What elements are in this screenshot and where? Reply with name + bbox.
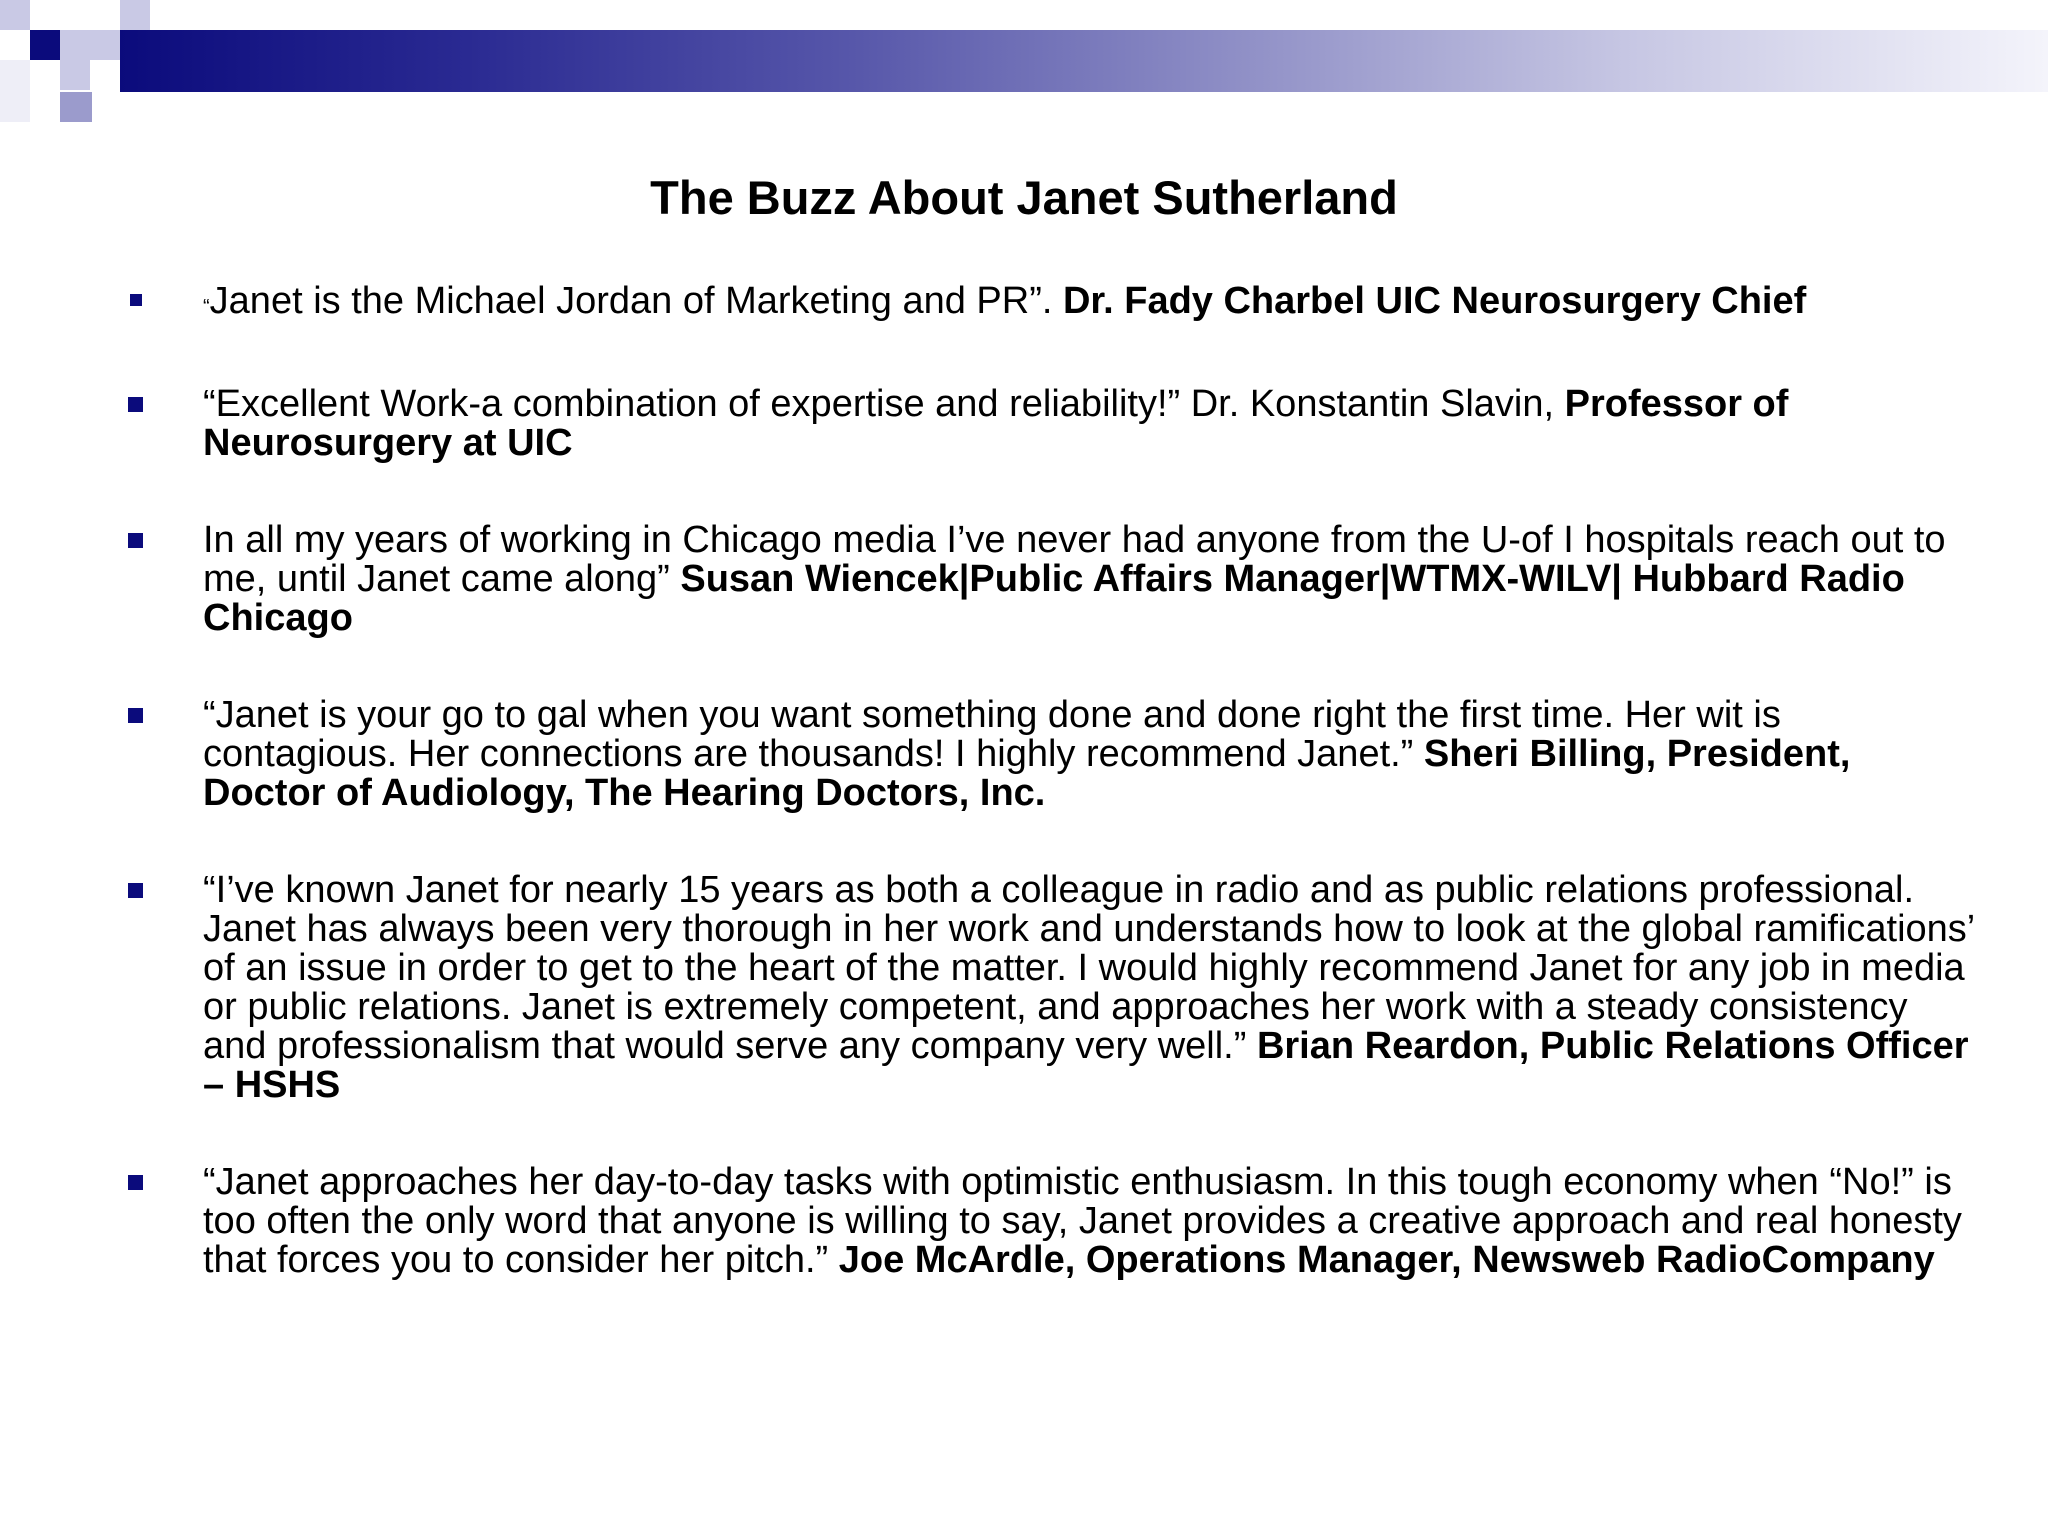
testimonial-quote: “Janet approaches her day-to-day tasks with optimistic enthusiasm. In this tough economy when “No!” is too often the only word that anyone is willing to say, Janet provides a creative approach and real honesty that forces you to consider her pitch.” bbox=[203, 1161, 1962, 1281]
testimonial-attribution: Sheri Billing, President, Doctor of Audiology, The Hearing Doctors, Inc. bbox=[203, 733, 1851, 814]
testimonial-item bbox=[203, 1163, 1978, 1280]
square-bullet-icon bbox=[130, 294, 142, 306]
testimonial-quote: “Excellent Work-a combination of expertise and reliability!” Dr. Konstantin Slavin, bbox=[203, 383, 1565, 425]
testimonial-quote: “Janet is your go to gal when you want something done and done right the first time. Her wit is contagious. Her connections are thousands! I highly recommend Janet.” bbox=[203, 694, 1781, 775]
testimonial-attribution: Joe McArdle, Operations Manager, Newsweb RadioCompany bbox=[838, 1239, 1935, 1281]
testimonial-item bbox=[203, 282, 1978, 327]
decor-square bbox=[30, 30, 60, 60]
testimonial-quote: Janet is the Michael Jordan of Marketing and PR”. bbox=[209, 280, 1063, 322]
open-quote-mark: “ bbox=[203, 296, 210, 318]
decor-square bbox=[0, 60, 30, 122]
testimonial-item bbox=[203, 521, 1978, 638]
testimonial-quote: “I’ve known Janet for nearly 15 years as both a colleague in radio and as public relations professional. Janet has always been very thorough in her work and understands how to look at the global ramifications’ of an issue in order to get to the heart of the matter. I would highly recommend Janet for any job in media or public relations. Janet is extremely competent, and approaches her work with a steady consistency and professionalism that would serve any company very well.” bbox=[203, 869, 1974, 1067]
slide-title: The Buzz About Janet Sutherland bbox=[650, 171, 1398, 224]
testimonial-attribution: Professor of Neurosurgery at UIC bbox=[203, 383, 1789, 464]
testimonial-item bbox=[203, 385, 1978, 463]
square-bullet-icon bbox=[128, 883, 143, 898]
square-bullet-icon bbox=[128, 1175, 143, 1190]
decor-square bbox=[60, 30, 90, 60]
testimonial-attribution: Brian Reardon, Public Relations Officer – HSHS bbox=[203, 1025, 1969, 1106]
testimonial-list bbox=[0, 282, 2048, 1338]
decor-square bbox=[60, 92, 92, 122]
testimonial-item bbox=[203, 871, 1978, 1105]
square-bullet-icon bbox=[128, 397, 143, 412]
square-bullet-icon bbox=[128, 708, 143, 723]
decor-square bbox=[60, 60, 90, 90]
testimonial-quote: In all my years of working in Chicago media I’ve never had anyone from the U-of I hospitals reach out to me, until Janet came along” bbox=[203, 519, 1946, 600]
square-bullet-icon bbox=[128, 533, 143, 548]
decor-square bbox=[90, 30, 120, 60]
decor-square bbox=[0, 0, 30, 30]
decor-square bbox=[120, 0, 150, 30]
testimonial-item bbox=[203, 696, 1978, 813]
header-gradient-band bbox=[120, 30, 2048, 92]
decor-square bbox=[90, 60, 120, 92]
testimonial-attribution: Dr. Fady Charbel UIC Neurosurgery Chief bbox=[1062, 280, 1807, 322]
testimonial-attribution: Susan Wiencek|Public Affairs Manager|WTMX-WILV| Hubbard Radio Chicago bbox=[203, 558, 1905, 639]
